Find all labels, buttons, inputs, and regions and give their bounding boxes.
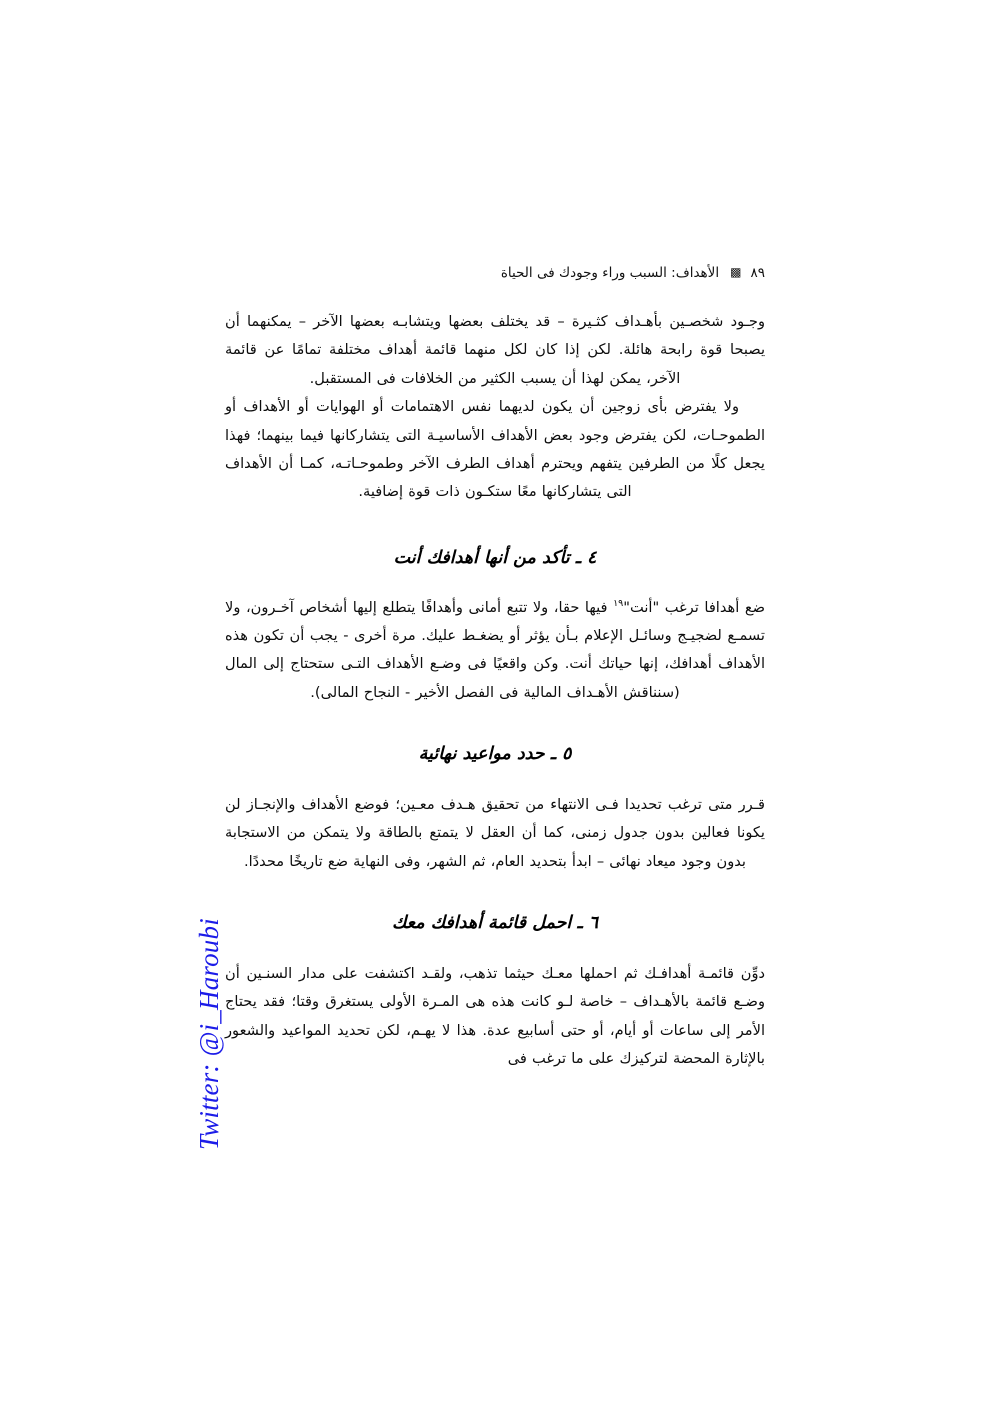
paragraph-2: ولا يفترض بأى زوجين أن يكون لديهما نفس الاهتمامات أو الهوايات أو الأهداف أو الطموحـات، لكن يفترض وجود بعض الأهداف الأساسيـة التى يتشاركانها فيما بينهما؛ فهذا يجعل كلًا من الطرفين يتفهم ويحترم أهداف الطرف الآخر وطموحـاتـه، كمـا أن الأهداف التى يتشاركانها معًا ستكـون ذات قوة إضافية. <box>225 398 765 501</box>
page-body <box>225 308 765 1074</box>
heading-section-4: ٤ ـ تأكد من أنها أهدافك أنت <box>393 547 597 568</box>
paragraph-4: قـرر متى ترغب تحديدا فـى الانتهاء من تحقيق هـدف معـين؛ فوضع الأهداف والإنجـاز لن يكونا فعالين بدون جدول زمنى، كما أن العقل لا يتمتع بالطاقة ولا يتمكن من الاستجابة بدون وجود ميعاد نهائى – ابدأ بتحديد العام، ثم الشهر، وفى النهاية ضع تاريخًا محددًا. <box>225 795 765 870</box>
twitter-watermark: Twitter: @i_Haroubi <box>194 918 224 1150</box>
paragraph-1: وجـود شخصـين بأهـداف كثـيرة – قد يختلف بعضها ويتشابـه بعضها الآخر – يمكنهما أن يصبحا قوة رابحة هائلة. لكن إذا كان لكل منهما قائمة أهداف مختلفة تمامًا عن قائمة الآخر، يمكن لهذا أن يسبب الكثير من الخلافات فى المستقبل. <box>225 313 765 387</box>
heading-section-6: ٦ ـ احمل قائمة أهدافك معك <box>392 913 598 934</box>
page-number: ٨٩ <box>750 265 765 281</box>
running-head-title: الأهداف: السبب وراء وجودك فى الحياة <box>500 265 720 281</box>
paragraph-3-part-a: ضع أهدافا ترغب "أنت" <box>623 598 765 616</box>
paragraph-5: دوِّن قائمـة أهدافـك ثم احملها معـك حيثما تذهب، ولقـد اكتشفت على مدار السنـين أن وضـع قائمة بالأهـداف – خاصة لـو كانت هذه هى المـرة الأولى يستغرق وقتا؛ فقد يحتاج الأمر إلى ساعات أو أيام، أو حتى أسابيع عدة. هذا لا يهـم، لكن تحديد المواعيد والشعور بالإثارة المحضة لتركيزك على ما ترغب فى <box>225 964 765 1068</box>
paragraph-3 <box>225 594 765 708</box>
ornament-icon: ▩ <box>730 265 742 279</box>
running-head <box>225 265 765 281</box>
footnote-marker: ١٩ <box>613 597 624 609</box>
paragraph-3-part-b: فيها حقا، ولا تتبع أمانى وأهدافًا يتطلع إليها أشخاص آخـرون، ولا تسمـع لضجيـج وسائـل الإعلام بـأن يؤثر أو يضغـط عليك. مرة أخرى - يجب أن تكون هذه الأهداف أهدافك، إنها حياتك أنت. وكن واقعيًا فى وضـع الأهداف التـى ستحتاج إلى المال (سنناقش الأهـداف المالية فى الفصل الأخير - النجاح المالى). <box>225 598 765 701</box>
heading-section-5: ٥ ـ حدد مواعيد نهائية <box>418 744 572 765</box>
